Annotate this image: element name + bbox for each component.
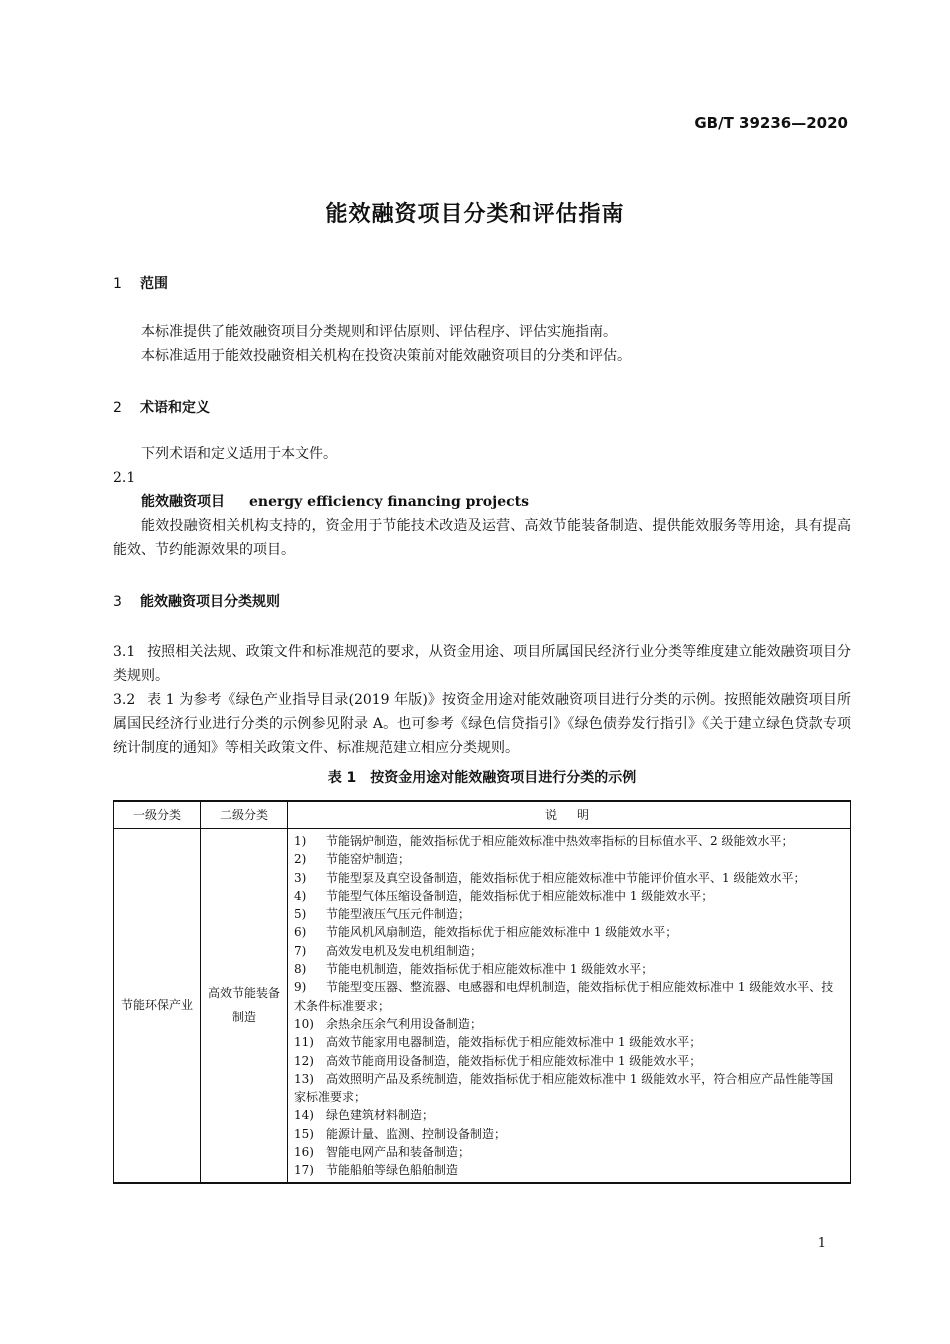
list-item-number: 13) [294, 1071, 314, 1086]
section-1-paragraph-1: 本标准提供了能效融资项目分类规则和评估原则、评估程序、评估实施指南。 [141, 324, 617, 340]
list-item [294, 850, 844, 868]
list-item [294, 1052, 844, 1070]
list-item-text: 高效发电机及发电机组制造； [326, 943, 483, 958]
list-item [294, 1106, 844, 1124]
list-item [294, 1143, 844, 1161]
list-item-number: 3) [294, 870, 307, 885]
list-item [294, 905, 844, 923]
list-item [294, 1033, 844, 1051]
list-item-text: 节能电机制造，能效指标优于相应能效标准中 1 级能效水平； [326, 962, 654, 977]
list-item-text: 节能锅炉制造，能效指标优于相应能效标准中热效率指标的目标值水平、2 级能效水平； [326, 834, 794, 848]
section-2-title: 术语和定义 [140, 400, 210, 416]
list-item-text: 节能船舶等绿色船舶制造 [326, 1163, 459, 1178]
section-1-title: 范围 [140, 276, 168, 292]
list-item [294, 1015, 844, 1033]
list-item-text: 高效节能商用设备制造，能效指标优于相应能效标准中 1 级能效水平； [326, 1053, 702, 1068]
list-item [294, 869, 844, 887]
list-item-text: 高效照明产品及系统制造，能效指标优于相应能效标准中 1 级能效水平，符合相应产品性能等国家标准要求； [294, 1071, 834, 1105]
list-item-number: 1) [294, 834, 307, 848]
section-3-number: 3 [113, 594, 122, 610]
list-item-number: 14) [294, 1108, 314, 1123]
table-cell-level1: 节能环保产业 [114, 829, 201, 1183]
clause-3-2 [113, 688, 851, 760]
list-item [294, 1070, 844, 1107]
section-2-heading [113, 396, 851, 420]
section-3-title: 能效融资项目分类规则 [140, 594, 280, 610]
list-item-number: 10) [294, 1016, 314, 1031]
list-item-number: 16) [294, 1145, 314, 1160]
list-item [294, 923, 844, 941]
list-item-text: 节能风机风扇制造，能效指标优于相应能效标准中 1 级能效水平； [326, 925, 678, 940]
list-item-number: 15) [294, 1126, 314, 1141]
term-2-1 [113, 490, 851, 514]
clause-3-1-text: 按照相关法规、政策文件和标准规范的要求，从资金用途、项目所属国民经济行业分类等维度建立能效融资项目分类规则。 [113, 644, 851, 684]
document-body [113, 272, 851, 1184]
list-item [294, 1161, 844, 1179]
table-header-level2: 二级分类 [201, 801, 288, 829]
clause-3-1 [113, 640, 851, 688]
list-item [294, 887, 844, 905]
section-2-number: 2 [113, 400, 122, 416]
table-header-row [114, 801, 851, 829]
section-2-intro: 下列术语和定义适用于本文件。 [141, 446, 337, 462]
list-item-text: 节能型泵及真空设备制造，能效指标优于相应能效标准中节能评价值水平、1 级能效水平； [326, 870, 806, 885]
term-2-1-definition: 能效投融资相关机构支持的，资金用于节能技术改造及运营、高效节能装备制造、提供能效服务等用途，具有提高能效、节约能源效果的项目。 [113, 518, 851, 558]
section-3-heading [113, 590, 851, 614]
list-item-number: 6) [294, 925, 307, 940]
list-item-text: 绿色建筑材料制造； [326, 1108, 435, 1123]
list-item-text: 节能型变压器、整流器、电感器和电焊机制造，能效指标优于相应能效标准中 1 级能效水平、技术条件标准要求； [294, 980, 834, 1013]
list-item-text: 智能电网产品和装备制造； [326, 1145, 471, 1160]
list-item-number: 9) [294, 980, 307, 995]
list-item-number: 8) [294, 962, 307, 977]
term-english: energy efficiency financing projects [249, 494, 529, 510]
table-row [114, 829, 851, 1183]
section-1-paragraph-2: 本标准适用于能效投融资相关机构在投资决策前对能效融资项目的分类和评估。 [141, 348, 631, 364]
term-chinese: 能效融资项目 [141, 494, 225, 510]
list-item [294, 832, 844, 850]
list-item-text: 余热余压余气利用设备制造； [326, 1016, 483, 1031]
table-1-caption: 表 1 按资金用途对能效融资项目进行分类的示例 [327, 770, 637, 786]
list-item-text: 节能型气体压缩设备制造，能效指标优于相应能效标准中 1 级能效水平； [326, 888, 714, 903]
table-cell-level2: 高效节能装备制造 [201, 829, 288, 1183]
table-1 [113, 800, 851, 1184]
list-item-text: 节能型液压气压元件制造； [326, 907, 471, 922]
document-title: 能效融资项目分类和评估指南 [325, 202, 625, 227]
list-item-number: 5) [294, 907, 307, 922]
list-item [294, 960, 844, 978]
list-item-number: 17) [294, 1163, 314, 1178]
list-item-number: 4) [294, 888, 307, 903]
term-2-1-number: 2.1 [113, 470, 136, 486]
table-header-level1: 一级分类 [114, 801, 201, 829]
section-1-number: 1 [113, 276, 122, 292]
list-item-number: 12) [294, 1053, 314, 1068]
table-cell-description [288, 829, 851, 1183]
table-header-description: 说 明 [288, 801, 851, 829]
page-number: 1 [817, 1236, 826, 1251]
list-item [294, 1125, 844, 1143]
list-item-text: 能源计量、监测、控制设备制造； [326, 1126, 507, 1141]
list-item-number: 11) [294, 1035, 314, 1050]
clause-3-2-text: 表 1 为参考《绿色产业指导目录(2019 年版)》按资金用途对能效融资项目进行分类的示例。按照能效融资项目所属国民经济行业进行分类的示例参见附录 A。也可参考《绿色信贷指引》《绿色债券发行指引》《关于建立绿色贷款专项统计制度的通知》等相关政策文件、标准规范建立相应分类规则。 [113, 692, 851, 756]
list-item-number: 2) [294, 852, 307, 867]
clause-3-1-number: 3.1 [113, 644, 136, 660]
standard-code: GB/T 39236—2020 [694, 114, 848, 132]
list-item-text: 节能窑炉制造； [326, 852, 411, 867]
list-item [294, 978, 844, 1015]
list-item-number: 7) [294, 943, 307, 958]
section-1-heading [113, 272, 851, 296]
clause-3-2-number: 3.2 [113, 692, 136, 708]
list-item-text: 高效节能家用电器制造，能效指标优于相应能效标准中 1 级能效水平； [326, 1035, 702, 1050]
list-item [294, 942, 844, 960]
